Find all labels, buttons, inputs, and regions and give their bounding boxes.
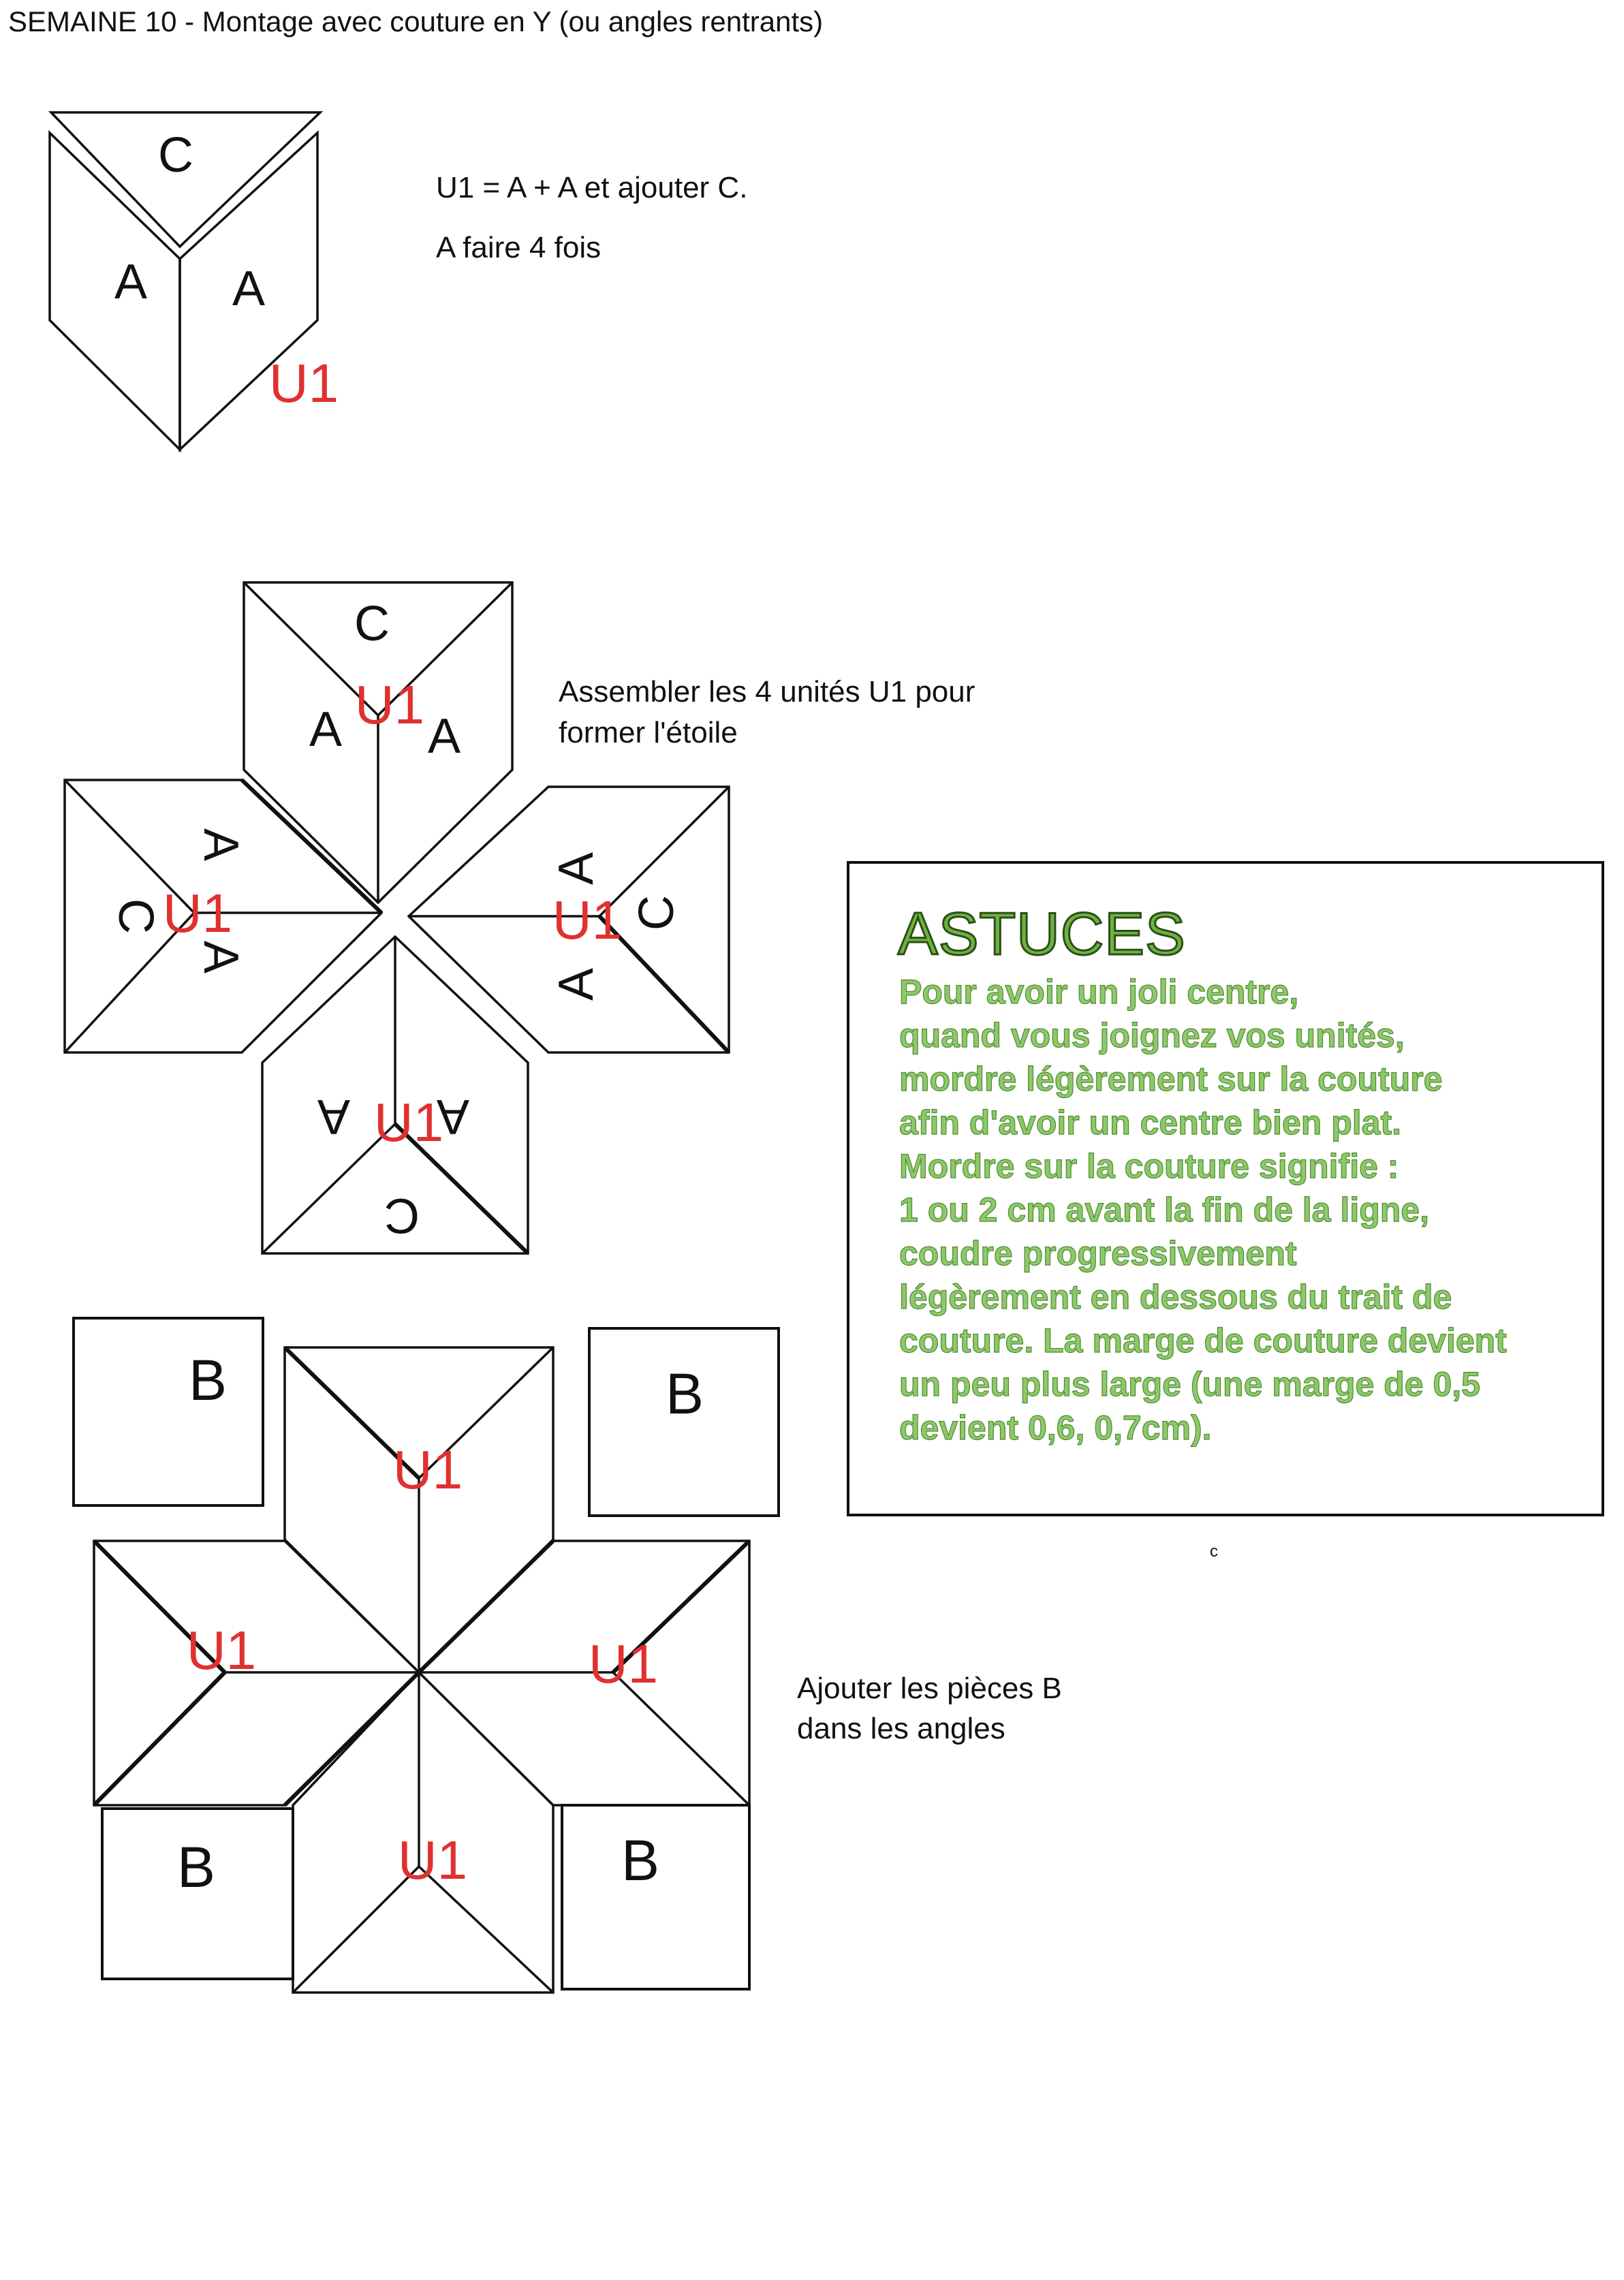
step2-instruction-1: Assembler les 4 unités U1 pour [559, 675, 975, 708]
tip-line: mordre légèrement sur la couture [899, 1060, 1443, 1098]
step2-bottom-label-c: C [384, 1188, 420, 1243]
step2-left-label-a-bottom: A [193, 940, 248, 974]
step3-instruction-1: Ajouter les pièces B [797, 1672, 1062, 1705]
step2-top-label-a-right: A [427, 709, 461, 764]
tip-line: 1 ou 2 cm avant la fin de la ligne, [899, 1191, 1430, 1229]
step2-bottom-label-u1: U1 [373, 1092, 444, 1153]
tip-line: quand vous joignez vos unités, [899, 1016, 1405, 1055]
step2-right-label-u1: U1 [552, 890, 623, 950]
step3-b-square-top-left [74, 1318, 263, 1505]
step2-unit-left [65, 780, 381, 1052]
step1-label-a-right: A [232, 262, 266, 316]
step2-right-label-a-top: A [549, 852, 604, 886]
step2-left-label-u1: U1 [162, 883, 233, 943]
tip-line: devient 0,6, 0,7cm). [899, 1409, 1212, 1447]
step2-bottom-label-a-left: A [317, 1089, 351, 1144]
step3-label-u1-bottom: U1 [397, 1830, 468, 1890]
step2-left-label-a-top: A [193, 828, 248, 862]
step1-instruction-1: U1 = A + A et ajouter C. [436, 171, 748, 204]
tips-heading: ASTUCES [898, 900, 1186, 967]
step2-unit-right [409, 787, 729, 1052]
step3-label-b-bottom-left: B [176, 1835, 216, 1899]
step3-label-u1-left: U1 [186, 1620, 257, 1681]
step2-top-label-u1: U1 [354, 674, 425, 735]
tip-line: couture. La marge de couture devient [899, 1322, 1507, 1360]
tip-line: Mordre sur la couture signifie : [899, 1147, 1399, 1185]
tips-body [899, 970, 1594, 1450]
step2-instruction-2: former l'étoile [559, 716, 738, 749]
tip-line: Pour avoir un joli centre, [899, 973, 1299, 1011]
step3-label-u1-top: U1 [392, 1439, 463, 1500]
step1-label-u1: U1 [268, 353, 339, 413]
tip-line: légèrement en dessous du trait de [899, 1278, 1452, 1316]
step3-instruction-2: dans les angles [797, 1712, 1005, 1745]
page-title: SEMAINE 10 - Montage avec couture en Y (ou angles rentrants) [8, 5, 824, 37]
tip-line: afin d'avoir un centre bien plat. [899, 1104, 1402, 1142]
step2-bottom-label-a-right: A [436, 1089, 470, 1144]
step2-unit-top [244, 582, 512, 903]
step1-label-c: C [158, 128, 193, 183]
step3-label-u1-right: U1 [588, 1634, 659, 1694]
step3-label-b-bottom-right: B [621, 1828, 660, 1892]
step3-label-b-top-right: B [665, 1362, 704, 1426]
step1-instruction-2: A faire 4 fois [436, 231, 602, 264]
tip-line: un peu plus large (une marge de 0,5 [899, 1365, 1480, 1403]
step2-right-label-a-bottom: A [549, 967, 604, 1001]
stray-mark: c [1210, 1542, 1218, 1561]
step2-unit-bottom [262, 937, 528, 1253]
step2-right-label-c: C [629, 895, 684, 931]
step3-label-b-top-left: B [188, 1348, 228, 1412]
step2-left-label-c: C [108, 899, 163, 934]
step1-unit-diagram [50, 112, 339, 450]
step1-label-a-left: A [114, 255, 148, 309]
step2-top-label-c: C [354, 597, 390, 651]
step3-assembly-diagram [74, 1318, 779, 1993]
step2-top-label-a-left: A [309, 702, 343, 757]
tip-line: coudre progressivement [899, 1234, 1297, 1272]
